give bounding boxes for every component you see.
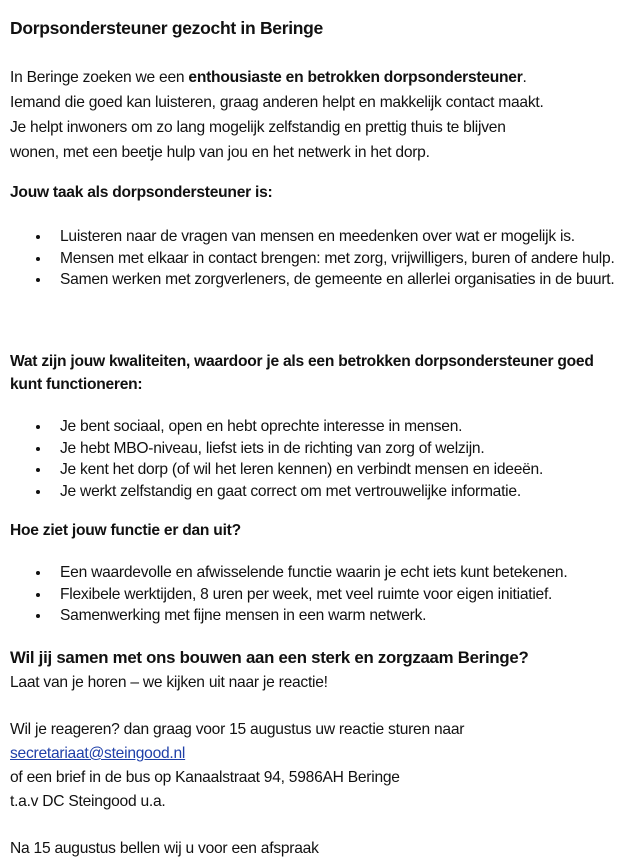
contact-line-1: Wil je reageren? dan graag voor 15 augustus uw reactie sturen naar (10, 721, 465, 738)
list-item: Je kent het dorp (of wil het leren kennen) en verbindt mensen en ideeën. (0, 459, 620, 481)
qualities-list (0, 416, 620, 502)
intro-line-1 (10, 65, 527, 90)
qualities-heading-line-2: kunt functioneren: (10, 376, 143, 393)
list-item: Een waardevolle en afwisselende functie waarin je echt iets kunt betekenen. (0, 562, 620, 584)
intro-text: In Beringe zoeken we een (10, 69, 189, 86)
intro-emphasis: enthousiaste en betrokken dorpsondersteuner (188, 69, 523, 86)
list-item: Samen werken met zorgverleners, de gemeente en allerlei organisaties in de buurt. (0, 269, 620, 291)
call-to-action-heading: Wil jij samen met ons bouwen aan een sterk en zorgzaam Beringe? (10, 648, 529, 667)
list-item: Flexibele werktijden, 8 uren per week, met veel ruimte voor eigen initiatief. (0, 584, 620, 606)
function-list (0, 562, 620, 627)
intro-period: . (522, 69, 527, 86)
tasks-heading: Jouw taak als dorpsondersteuner is: (10, 184, 273, 201)
email-link[interactable]: secretariaat@steingood.nl (10, 745, 186, 762)
contact-attention: t.a.v DC Steingood u.a. (10, 793, 166, 810)
list-item: Samenwerking met fijne mensen in een warm netwerk. (0, 605, 620, 627)
tasks-list (0, 226, 620, 291)
document-title: Dorpsondersteuner gezocht in Beringe (10, 18, 323, 38)
qualities-heading-line-1: Wat zijn jouw kwaliteiten, waardoor je als een betrokken dorpsondersteuner goed (10, 353, 594, 370)
list-item: Je hebt MBO-niveau, liefst iets in de richting van zorg of welzijn. (0, 438, 620, 460)
list-item: Je werkt zelfstandig en gaat correct om met vertrouwelijke informatie. (0, 481, 620, 503)
list-item: Luisteren naar de vragen van mensen en meedenken over wat er mogelijk is. (0, 226, 620, 248)
intro-line-4: wonen, met een beetje hulp van jou en het netwerk in het dorp. (10, 144, 430, 161)
function-heading: Hoe ziet jouw functie er dan uit? (10, 522, 241, 539)
intro-line-2: Iemand die goed kan luisteren, graag anderen helpt en makkelijk contact maakt. (10, 94, 544, 111)
list-item: Mensen met elkaar in contact brengen: met zorg, vrijwilligers, buren of andere hulp. (0, 248, 620, 270)
intro-line-3: Je helpt inwoners om zo lang mogelijk zelfstandig en prettig thuis te blijven (10, 119, 506, 136)
footer-note: Na 15 augustus bellen wij u voor een afspraak (10, 840, 319, 857)
list-item: Je bent sociaal, open en hebt oprechte interesse in mensen. (0, 416, 620, 438)
call-to-action-subline: Laat van je horen – we kijken uit naar je reactie! (10, 674, 328, 691)
contact-address: of een brief in de bus op Kanaalstraat 94, 5986AH Beringe (10, 769, 400, 786)
